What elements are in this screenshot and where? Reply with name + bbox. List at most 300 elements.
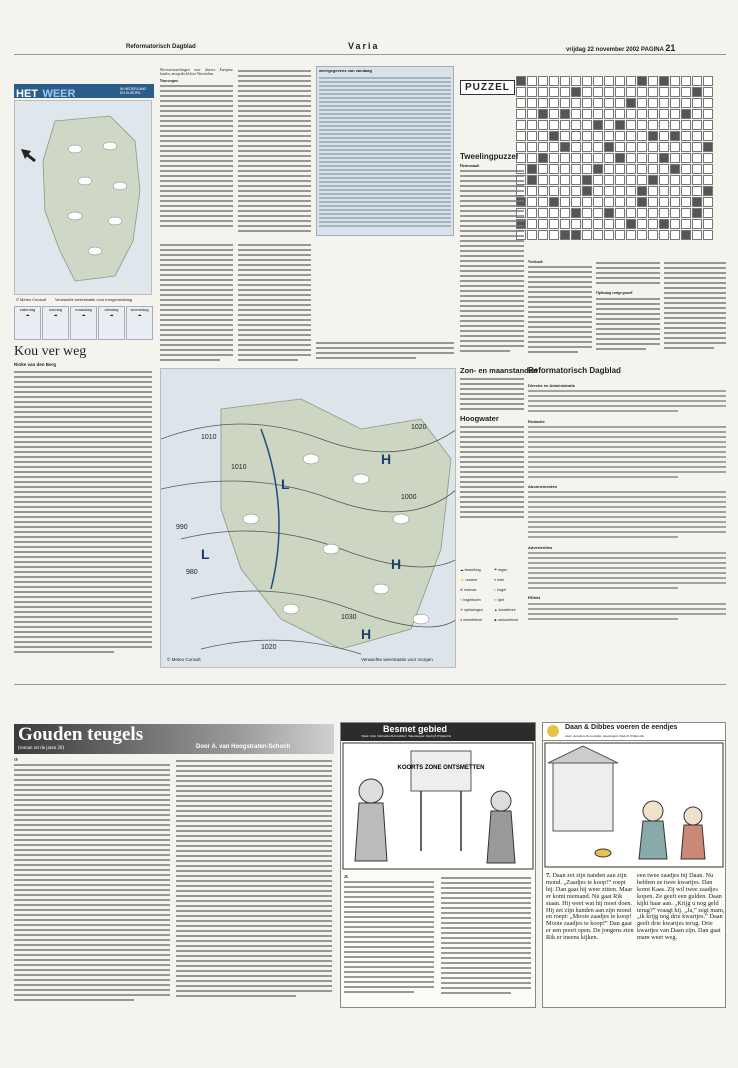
crossword-cell[interactable] — [637, 208, 647, 218]
crossword-cell[interactable] — [538, 186, 548, 196]
crossword-cell[interactable] — [538, 164, 548, 174]
colophon-section: Abonnementen — [528, 484, 558, 490]
crossword-cell[interactable] — [527, 230, 537, 240]
crossword-cell[interactable] — [593, 109, 603, 119]
feuilleton-author: Door A. van Hoogstraten-Schoch — [196, 744, 291, 750]
legend-item: ☀ opklaringen — [460, 608, 483, 612]
crossword-cell[interactable] — [670, 120, 680, 130]
crossword-cell[interactable] — [615, 109, 625, 119]
crossword-cell[interactable] — [549, 175, 559, 185]
crossword-cell[interactable] — [703, 153, 713, 163]
crossword-cell[interactable] — [604, 87, 614, 97]
crossword-cell[interactable] — [648, 219, 658, 229]
cloud-icon — [323, 544, 339, 554]
crossword-cell[interactable] — [659, 87, 669, 97]
crossword-cell[interactable] — [549, 142, 559, 152]
day-label: woensdag — [130, 307, 149, 312]
crossword-cell[interactable] — [538, 175, 548, 185]
crossword-cell[interactable] — [582, 109, 592, 119]
text-lines — [160, 83, 233, 233]
crossword-cell[interactable] — [659, 186, 669, 196]
crossword-cell[interactable] — [626, 142, 636, 152]
crossword-cell[interactable] — [538, 219, 548, 229]
crossword-cell[interactable] — [538, 98, 548, 108]
crossword-cell[interactable] — [681, 142, 691, 152]
crossword-cell[interactable] — [538, 197, 548, 207]
crossword-cell[interactable] — [593, 76, 603, 86]
crossword-cell[interactable] — [681, 98, 691, 108]
crossword-cell[interactable] — [571, 186, 581, 196]
crossword-cell[interactable] — [648, 153, 658, 163]
crossword-cell[interactable] — [516, 109, 526, 119]
crossword-cell[interactable] — [615, 230, 625, 240]
text-lines — [528, 489, 726, 544]
crossword-cell[interactable] — [648, 98, 658, 108]
comic1-text-left — [344, 875, 434, 1003]
crossword-block — [527, 164, 537, 174]
crossword-cell[interactable] — [516, 142, 526, 152]
crossword-cell[interactable] — [549, 109, 559, 119]
crossword-cell[interactable] — [615, 98, 625, 108]
crossword-block — [703, 142, 713, 152]
panel-number: 28. — [344, 875, 349, 879]
caption-left: Daan zet zijn handen aan zijn mond. „Zaadjes te koop!” roept hij. Dan gaat hij weer zitten. Maar er komt niemand. Nu gaat Rik staan. Hij weet wat hij moet doen. Hij zet zijn handen aan zijn mond en roept: „Mooie zaadjes te koop! Mooie zaadjes te koop!” Dan gaat er een poort open. De jongens zien Rik er ineens kijken. — [546, 873, 634, 942]
legend-item: ☁ bewolking — [460, 568, 481, 572]
crossword-cell[interactable] — [527, 76, 537, 86]
crossword-cell[interactable] — [593, 175, 603, 185]
crossword-cell[interactable] — [692, 175, 702, 185]
crossword-cell[interactable] — [659, 120, 669, 130]
crossword-cell[interactable] — [626, 131, 636, 141]
crossword-cell[interactable] — [538, 120, 548, 130]
crossword-cell[interactable] — [648, 208, 658, 218]
crossword-cell[interactable] — [615, 131, 625, 141]
crossword-cell[interactable] — [538, 76, 548, 86]
crossword-cell[interactable] — [560, 219, 570, 229]
text-lines — [238, 242, 311, 366]
crossword-cell[interactable] — [604, 98, 614, 108]
crossword-cell[interactable] — [626, 230, 636, 240]
crossword-cell[interactable] — [692, 120, 702, 130]
crossword-cell[interactable] — [615, 164, 625, 174]
crossword-cell[interactable] — [637, 120, 647, 130]
crossword-cell[interactable] — [703, 131, 713, 141]
europe-map-credit: © Meteo Consult — [167, 657, 201, 662]
text-lines — [528, 601, 726, 631]
crossword-cell[interactable] — [648, 109, 658, 119]
crossword-cell[interactable] — [648, 142, 658, 152]
crossword-cell[interactable] — [670, 109, 680, 119]
crossword-cell[interactable] — [560, 164, 570, 174]
pressure-label: 1020 — [411, 424, 427, 431]
crossword-cell[interactable] — [604, 120, 614, 130]
crossword-cell[interactable] — [670, 87, 680, 97]
forecast-day — [98, 306, 125, 340]
crossword-cell[interactable] — [692, 76, 702, 86]
crossword-cell[interactable] — [549, 87, 559, 97]
crossword-cell[interactable] — [604, 109, 614, 119]
character-body — [355, 803, 387, 861]
crossword-cell[interactable] — [571, 120, 581, 130]
crossword-block — [637, 186, 647, 196]
crossword-cell[interactable] — [571, 164, 581, 174]
crossword-cell[interactable] — [593, 131, 603, 141]
cloud-icon: ☁ — [25, 312, 30, 317]
crossword-cell[interactable] — [571, 197, 581, 207]
crossword-cell[interactable] — [527, 219, 537, 229]
crossword-cell[interactable] — [560, 87, 570, 97]
crossword-cell[interactable] — [615, 208, 625, 218]
crossword-block — [615, 120, 625, 130]
crossword-cell[interactable] — [659, 131, 669, 141]
crossword-cell[interactable] — [681, 131, 691, 141]
crossword-cell[interactable] — [703, 164, 713, 174]
article-headline: Kou ver weg — [14, 344, 87, 359]
crossword-cell[interactable] — [637, 131, 647, 141]
crossword-cell[interactable] — [527, 87, 537, 97]
comic2-panel — [543, 741, 725, 869]
crossword-cell[interactable] — [692, 219, 702, 229]
day-label: zaterdag — [19, 307, 36, 312]
crossword-cell[interactable] — [692, 109, 702, 119]
crossword-cell[interactable] — [582, 142, 592, 152]
crossword-block — [681, 230, 691, 240]
crossword-cell[interactable] — [626, 120, 636, 130]
crossword-cell[interactable] — [560, 153, 570, 163]
character-head — [491, 791, 511, 811]
crossword-cell[interactable] — [604, 76, 614, 86]
forecast-day — [70, 306, 97, 340]
crossword-cell[interactable] — [703, 230, 713, 240]
comic-daan-dibbes — [542, 722, 726, 1008]
crossword-cell[interactable] — [593, 153, 603, 163]
crossword-cell[interactable] — [582, 230, 592, 240]
crossword-cell[interactable] — [659, 197, 669, 207]
cloud-icon: ☁ — [137, 312, 142, 317]
colophon-section: Directie en Administratie — [528, 383, 575, 388]
crossword-cell[interactable] — [703, 197, 713, 207]
crossword-cell[interactable] — [703, 219, 713, 229]
high-pressure-label: H — [361, 626, 372, 642]
crossword-cell[interactable] — [604, 164, 614, 174]
crossword-cell[interactable] — [637, 142, 647, 152]
crossword-cell[interactable] — [549, 98, 559, 108]
crossword-cell[interactable] — [560, 120, 570, 130]
crossword-cell[interactable] — [560, 208, 570, 218]
hail-showers-icon: ∵ — [460, 598, 464, 602]
crossword-cell[interactable] — [648, 230, 658, 240]
text-lines — [14, 762, 170, 1008]
crossword-cell[interactable] — [560, 131, 570, 141]
feuilleton-banner — [14, 724, 334, 754]
crossword-cell[interactable] — [692, 164, 702, 174]
crossword-cell[interactable] — [593, 219, 603, 229]
crossword-cell[interactable] — [593, 230, 603, 240]
crossword-cell[interactable] — [582, 98, 592, 108]
noorwegen-label: Noorwegen: — [160, 78, 179, 83]
cloud-icon — [353, 474, 369, 484]
cloud-icon — [413, 614, 429, 624]
crossword-cell[interactable] — [516, 87, 526, 97]
crossword-grid[interactable] — [516, 76, 726, 256]
crossword-cell[interactable] — [571, 109, 581, 119]
crossword-cell[interactable] — [637, 230, 647, 240]
crossword-cell[interactable] — [626, 164, 636, 174]
crossword-cell[interactable] — [670, 98, 680, 108]
crossword-cell[interactable] — [703, 98, 713, 108]
crossword-cell[interactable] — [670, 76, 680, 86]
crossword-cell[interactable] — [527, 186, 537, 196]
quarantine-sign — [411, 751, 471, 791]
crossword-cell[interactable] — [670, 219, 680, 229]
crossword-cell[interactable] — [659, 98, 669, 108]
crossword-cell[interactable] — [582, 120, 592, 130]
crossword-cell[interactable] — [549, 164, 559, 174]
crossword-cell[interactable] — [626, 87, 636, 97]
crossword-cell[interactable] — [560, 76, 570, 86]
crossword-cell[interactable] — [538, 87, 548, 97]
crossword-cell[interactable] — [615, 142, 625, 152]
pressure-label: 1000 — [401, 494, 417, 501]
cold-front-icon: ▲ — [494, 608, 499, 612]
crossword-cell[interactable] — [626, 197, 636, 207]
crossword-cell[interactable] — [648, 87, 658, 97]
crossword-cell[interactable] — [637, 87, 647, 97]
crossword-cell[interactable] — [670, 230, 680, 240]
crossword-cell[interactable] — [659, 175, 669, 185]
comic1-title: Besmet gebied — [383, 724, 448, 734]
crossword-cell[interactable] — [615, 175, 625, 185]
forecast-day — [14, 306, 41, 340]
crossword-cell[interactable] — [681, 164, 691, 174]
crossword-cell[interactable] — [648, 164, 658, 174]
crossword-cell[interactable] — [626, 109, 636, 119]
nl-map-credit — [16, 297, 132, 302]
crossword-cell[interactable] — [703, 87, 713, 97]
crossword-cell[interactable] — [648, 197, 658, 207]
high-pressure-label: H — [381, 451, 392, 467]
crossword-cell[interactable] — [604, 186, 614, 196]
crossword-cell[interactable] — [626, 175, 636, 185]
crossword-cell[interactable] — [670, 142, 680, 152]
crossword-cell[interactable] — [637, 153, 647, 163]
crossword-cell[interactable] — [582, 131, 592, 141]
crossword-cell[interactable] — [703, 175, 713, 185]
crossword-cell[interactable] — [582, 164, 592, 174]
crossword-cell[interactable] — [692, 142, 702, 152]
legend-item: ☂ regen — [494, 568, 508, 572]
hoogwater-title: Hoogwater — [460, 414, 499, 423]
crossword-cell[interactable] — [516, 98, 526, 108]
text-lines — [596, 260, 660, 290]
crossword-cell[interactable] — [659, 109, 669, 119]
text-lines — [528, 388, 726, 418]
crossword-cell[interactable] — [604, 230, 614, 240]
crossword-cell[interactable] — [703, 109, 713, 119]
crossword-cell[interactable] — [615, 219, 625, 229]
forecast-day — [42, 306, 69, 340]
crossword-cell[interactable] — [593, 142, 603, 152]
crossword-cell[interactable] — [692, 153, 702, 163]
crossword-cell[interactable] — [604, 153, 614, 163]
crossword-cell[interactable] — [549, 153, 559, 163]
crossword-cell[interactable] — [703, 208, 713, 218]
crossword-cell[interactable] — [560, 186, 570, 196]
cloud-icon — [88, 247, 102, 255]
crossword-cell[interactable] — [571, 98, 581, 108]
house — [553, 761, 613, 831]
crossword-block — [582, 186, 592, 196]
crossword-cell[interactable] — [681, 76, 691, 86]
crossword-cell[interactable] — [538, 131, 548, 141]
crossword-cell[interactable] — [571, 131, 581, 141]
puzzle-logo: PUZZEL — [460, 80, 515, 95]
crossword-cell[interactable] — [604, 131, 614, 141]
crossword-cell[interactable] — [615, 186, 625, 196]
crossword-cell[interactable] — [659, 208, 669, 218]
crossword-cell[interactable] — [604, 219, 614, 229]
cloud-icon — [373, 584, 389, 594]
crossword-cell[interactable] — [516, 120, 526, 130]
crossword-cell[interactable] — [637, 109, 647, 119]
colophon-section: Redactie — [528, 418, 545, 424]
crossword-cell[interactable] — [593, 98, 603, 108]
crossword-cell[interactable] — [703, 120, 713, 130]
crossword-cell[interactable] — [692, 230, 702, 240]
hoogwater-text — [460, 424, 524, 524]
crossword-cell[interactable] — [637, 164, 647, 174]
crossword-cell[interactable] — [549, 186, 559, 196]
crossword-cell[interactable] — [527, 142, 537, 152]
crossword-cell[interactable] — [615, 197, 625, 207]
comic-besmet-gebied — [340, 722, 536, 1008]
crossword-cell[interactable] — [648, 76, 658, 86]
crossword-cell[interactable] — [670, 186, 680, 196]
comic1-text-right — [441, 875, 531, 1003]
crossword-cell[interactable] — [549, 230, 559, 240]
crossword-cell[interactable] — [648, 120, 658, 130]
crossword-cell[interactable] — [648, 186, 658, 196]
crossword-cell[interactable] — [593, 186, 603, 196]
crossword-cell[interactable] — [615, 87, 625, 97]
nl-landmass — [43, 116, 140, 281]
crossword-cell[interactable] — [681, 219, 691, 229]
crossword-cell[interactable] — [549, 208, 559, 218]
text-lines — [528, 264, 592, 360]
crossword-cell[interactable] — [681, 175, 691, 185]
crossword-cell[interactable] — [681, 87, 691, 97]
crossword-cell[interactable] — [626, 208, 636, 218]
crossword-cell[interactable] — [571, 175, 581, 185]
crossword-cell[interactable] — [593, 87, 603, 97]
masthead-rule — [14, 54, 726, 55]
crossword-cell[interactable] — [615, 76, 625, 86]
text-lines — [664, 260, 726, 360]
table-rows — [317, 74, 453, 234]
crossword-cell[interactable] — [604, 175, 614, 185]
crossword-cell[interactable] — [527, 208, 537, 218]
crossword-cell[interactable] — [637, 175, 647, 185]
crossword-cell[interactable] — [527, 98, 537, 108]
crossword-cell[interactable] — [681, 186, 691, 196]
crossword-block — [626, 98, 636, 108]
solution-title: Oplossing vorige puzzel — [596, 291, 633, 296]
legend-item: ◆ occlusiefront — [494, 618, 518, 622]
day-label: maandag — [75, 307, 92, 312]
crossword-cell[interactable] — [582, 153, 592, 163]
character-head — [643, 801, 663, 821]
crossword-cell[interactable] — [681, 153, 691, 163]
crossword-cell[interactable] — [637, 98, 647, 108]
crossword-cell[interactable] — [582, 208, 592, 218]
crossword-cell[interactable] — [549, 219, 559, 229]
crossword-cell[interactable] — [527, 120, 537, 130]
crossword-cell[interactable] — [604, 197, 614, 207]
crossword-cell[interactable] — [538, 208, 548, 218]
crossword-cell[interactable] — [593, 208, 603, 218]
crossword-cell[interactable] — [692, 131, 702, 141]
text-lines — [460, 376, 524, 412]
crossword-cell[interactable] — [571, 142, 581, 152]
crossword-cell[interactable] — [538, 230, 548, 240]
crossword-cell[interactable] — [527, 131, 537, 141]
crossword-cell[interactable] — [626, 76, 636, 86]
colophon-title: Reformatorisch Dagblad — [528, 366, 621, 375]
crossword-cell[interactable] — [560, 175, 570, 185]
page-number: 21 — [665, 43, 676, 53]
crossword-cell[interactable] — [582, 76, 592, 86]
crossword-cell[interactable] — [659, 164, 669, 174]
comic2-credit: tekst: Annelies Dorresteijn. tekeningen: Rudolf Wijnholds — [565, 734, 644, 738]
crossword-cell[interactable] — [670, 153, 680, 163]
crossword-cell[interactable] — [593, 197, 603, 207]
weather-data-table — [316, 66, 454, 236]
crossword-cell[interactable] — [560, 197, 570, 207]
crossword-cell[interactable] — [560, 98, 570, 108]
crossword-cell[interactable] — [582, 197, 592, 207]
legend-item: ∴ hagel — [494, 588, 507, 592]
crossword-cell[interactable] — [626, 186, 636, 196]
crossword-cell[interactable] — [670, 197, 680, 207]
crossword-block — [670, 164, 680, 174]
crossword-cell[interactable] — [582, 87, 592, 97]
crossword-cell[interactable] — [692, 98, 702, 108]
crossword-cell[interactable] — [703, 76, 713, 86]
crossword-cell[interactable] — [516, 131, 526, 141]
crossword-cell[interactable] — [659, 230, 669, 240]
crossword-cell[interactable] — [527, 153, 537, 163]
crossword-cell[interactable] — [626, 153, 636, 163]
crossword-cell[interactable] — [571, 153, 581, 163]
crossword-cell[interactable] — [681, 120, 691, 130]
crossword-cell[interactable] — [527, 197, 537, 207]
crossword-cell[interactable] — [670, 208, 680, 218]
crossword-cell[interactable] — [571, 76, 581, 86]
crossword-cell[interactable] — [670, 175, 680, 185]
paper-name: Reformatorisch Dagblad — [126, 44, 196, 50]
crossword-cell[interactable] — [538, 142, 548, 152]
crossword-cell[interactable] — [637, 219, 647, 229]
crossword-cell[interactable] — [527, 109, 537, 119]
crossword-cell[interactable] — [582, 219, 592, 229]
crossword-cell[interactable] — [659, 142, 669, 152]
crossword-cell[interactable] — [692, 186, 702, 196]
crossword-cell[interactable] — [681, 208, 691, 218]
crossword-cell[interactable] — [681, 197, 691, 207]
crossword-cell[interactable] — [549, 120, 559, 130]
crossword-cell[interactable] — [571, 219, 581, 229]
crossword-cell[interactable] — [549, 76, 559, 86]
